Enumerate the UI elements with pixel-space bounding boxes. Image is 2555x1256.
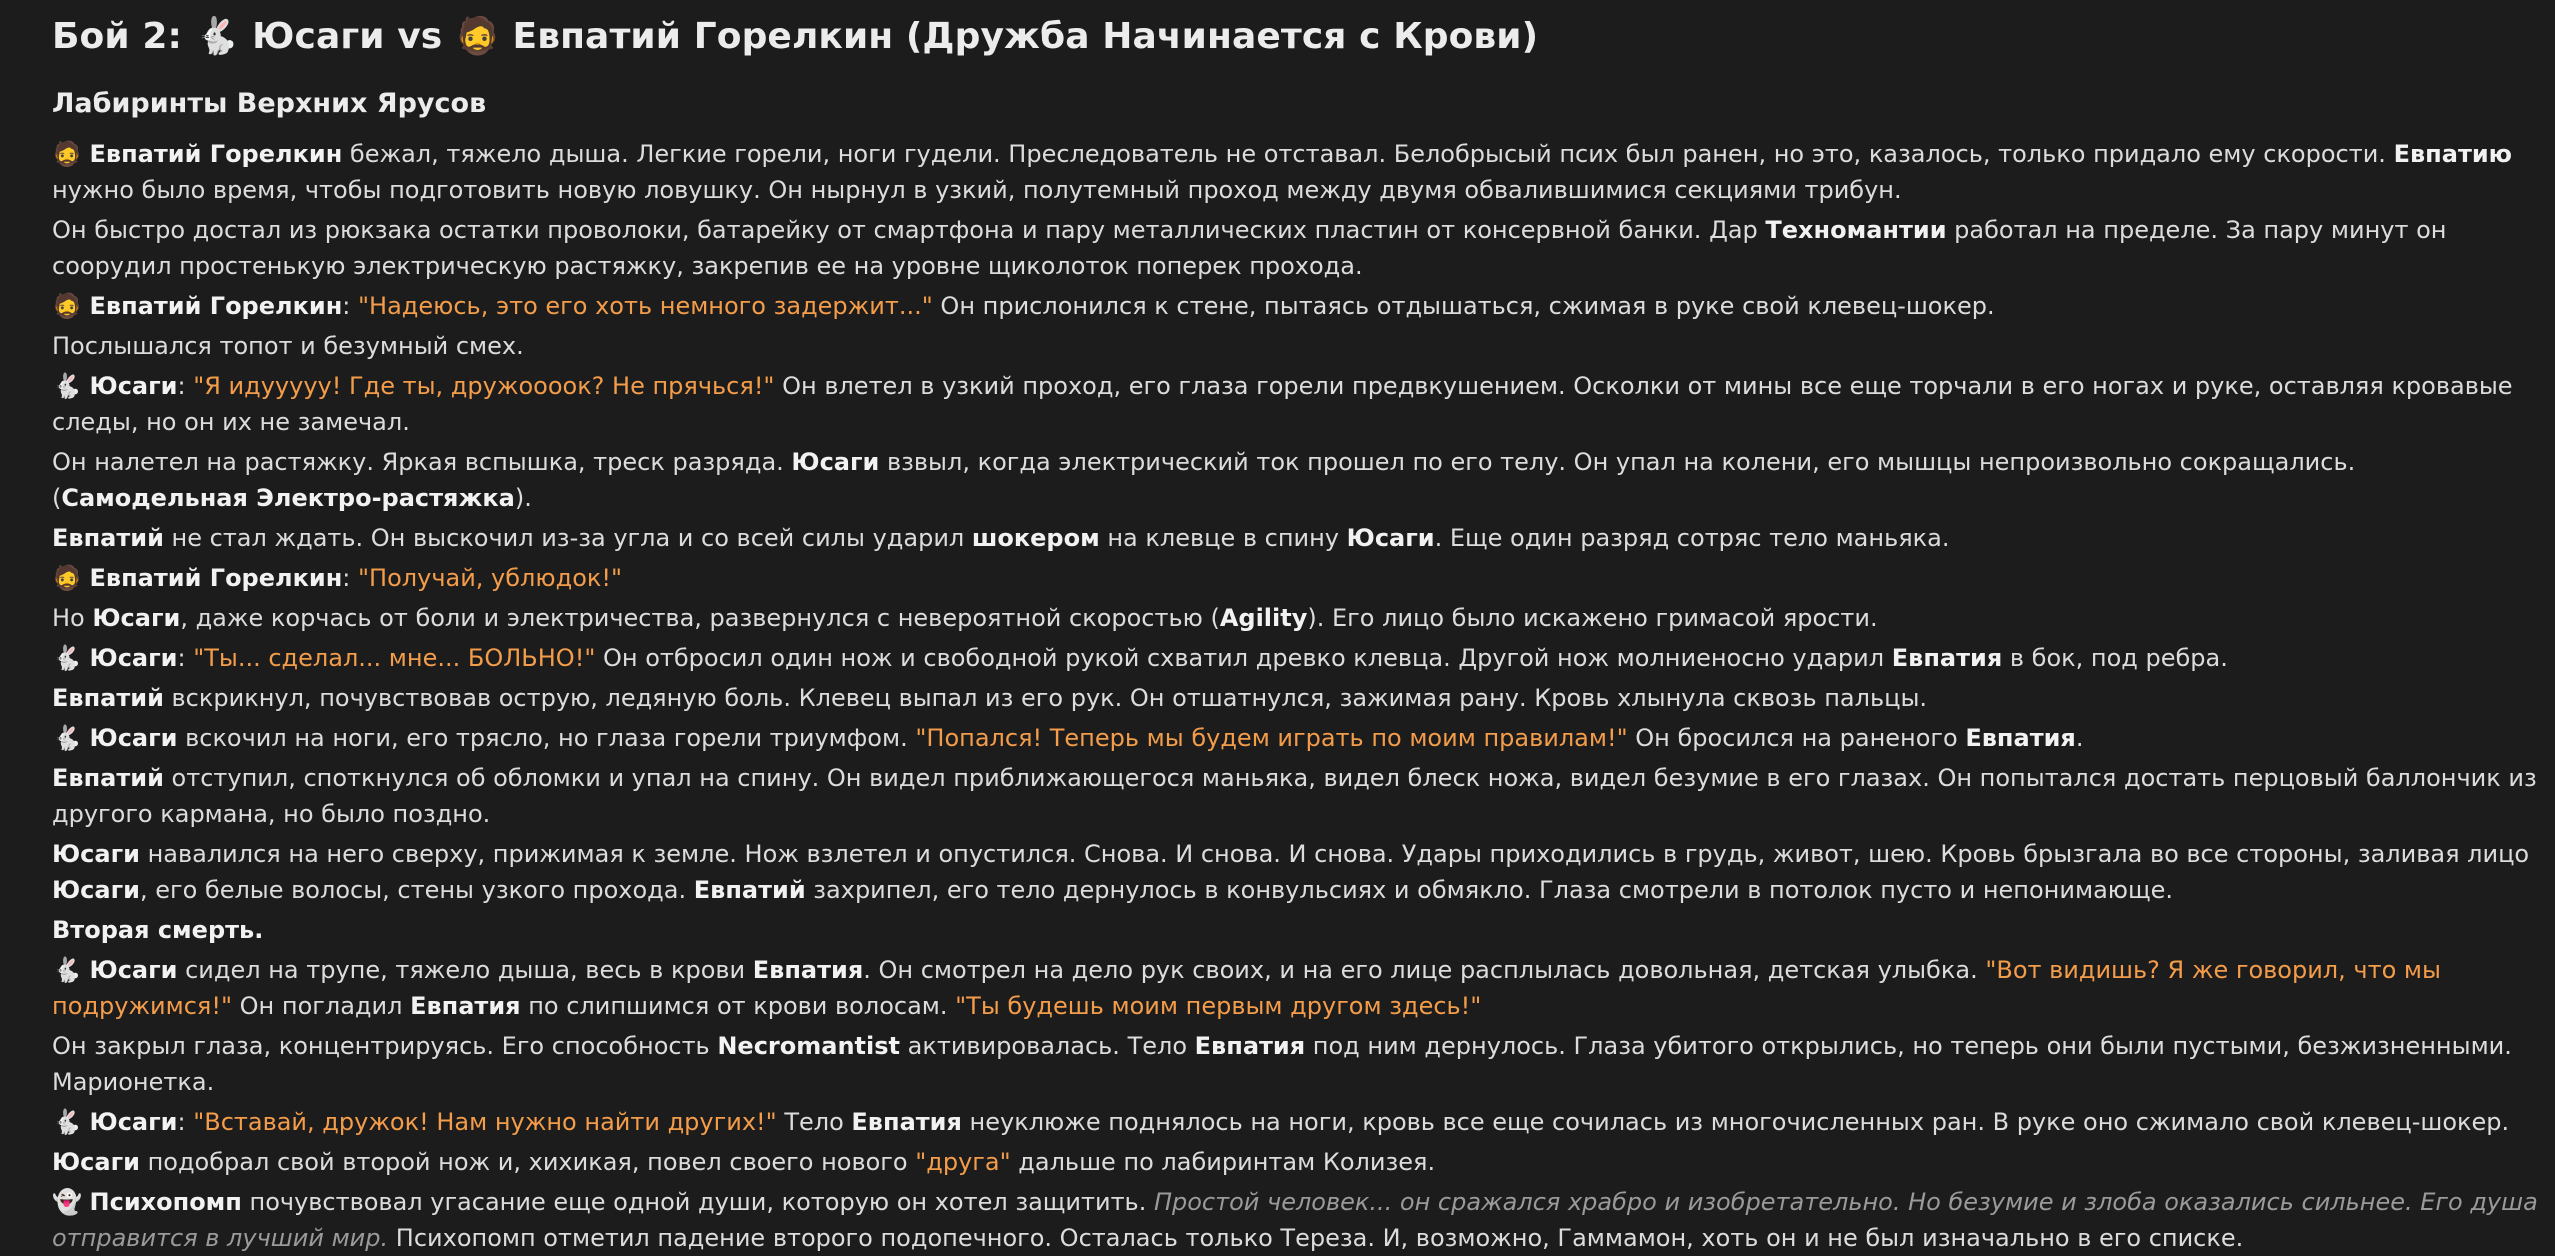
character-name: Евпатий xyxy=(52,524,164,552)
text-run: активировалась. Тело xyxy=(900,1032,1195,1060)
character-name: Agility xyxy=(1219,604,1308,632)
text-run: не стал ждать. Он выскочил из-за угла и со всей силы ударил xyxy=(163,524,972,552)
text-run: 🧔 xyxy=(52,140,90,168)
character-name: Necromantist xyxy=(717,1032,900,1060)
character-name: Юсаги xyxy=(89,644,178,672)
quote-text: "Ты будешь моим первым другом здесь!" xyxy=(955,992,1482,1020)
quote-text: "друга" xyxy=(915,1148,1011,1176)
text-run: в бок, под ребра. xyxy=(2002,644,2228,672)
text-run: : xyxy=(342,292,358,320)
text-run: работал на пределе. За пару минут он соорудил простенькую электрическую растяжку, закрепив ее на уровне щиколоток поперек прохода. xyxy=(52,216,2447,280)
story-paragraph xyxy=(52,560,2543,596)
text-run: Он налетел на растяжку. Яркая вспышка, треск разряда. xyxy=(52,448,792,476)
text-run: захрипел, его тело дернулось в конвульсиях и обмякло. Глаза смотрели в потолок пусто и непонимающе. xyxy=(805,876,2173,904)
quote-text: "Я идууууу! Где ты, дружоооок? Не прячься!" xyxy=(193,372,775,400)
character-name: Техномантии xyxy=(1765,216,1947,244)
character-name: Евпатию xyxy=(2393,140,2512,168)
text-run: 👻 xyxy=(52,1188,90,1216)
character-name: Евпатий xyxy=(52,764,164,792)
character-name: Юсаги xyxy=(52,876,140,904)
text-run: Он влетел в узкий проход, его глаза горели предвкушением. Осколки от мины все еще торчали в его ногах и руке, оставляя кровавые следы, но он их не замечал. xyxy=(52,372,2513,436)
text-run: отступил, споткнулся об обломки и упал на спину. Он видел приближающегося маньяка, видел блеск ножа, видел безумие в его глазах. Он попытался достать перцовый баллончик из другого кармана, но было поздно. xyxy=(52,764,2537,828)
story-paragraph xyxy=(52,912,2543,948)
quote-text: "Надеюсь, это его хоть немного задержит..." xyxy=(358,292,933,320)
text-run: подобрал свой второй нож и, хихикая, повел своего нового xyxy=(139,1148,916,1176)
character-name: Евпатий Горелкин xyxy=(89,292,343,320)
character-name: Евпатий Горелкин xyxy=(89,564,343,592)
text-run: : xyxy=(342,564,358,592)
text-run: ). Его лицо было искажено гримасой ярости. xyxy=(1307,604,1878,632)
quote-text: "Ты... сделал... мне... БОЛЬНО!" xyxy=(193,644,596,672)
text-run: 🐇 xyxy=(52,372,90,400)
text-run: неуклюже поднялось на ноги, кровь все еще сочилась из многочисленных ран. В руке оно сжимало свой клевец-шокер. xyxy=(961,1108,2510,1136)
story-paragraph xyxy=(52,368,2543,440)
story-paragraph xyxy=(52,1144,2543,1180)
text-run: 🐇 xyxy=(52,1108,90,1136)
character-name: Юсаги xyxy=(1346,524,1435,552)
story-paragraph xyxy=(52,836,2543,908)
character-name: Юсаги xyxy=(791,448,880,476)
text-run: 🧔 xyxy=(52,564,90,592)
text-run: бежал, тяжело дыша. Легкие горели, ноги гудели. Преследователь не отставал. Белобрысый псих был ранен, но это, казалось, только придало ему скорости. xyxy=(342,140,2394,168)
character-name: Евпатия xyxy=(752,956,864,984)
story-paragraph xyxy=(52,520,2543,556)
text-run: . Еще один разряд сотряс тело маньяка. xyxy=(1434,524,1950,552)
character-name: Евпатий Горелкин xyxy=(89,140,343,168)
text-run: по слипшимся от крови волосам. xyxy=(520,992,956,1020)
character-name: Вторая смерть. xyxy=(52,916,264,944)
text-run: нужно было время, чтобы подготовить новую ловушку. Он нырнул в узкий, полутемный проход между двумя обвалившимися секциями трибун. xyxy=(52,176,1902,204)
quote-text: "Вот видишь? Я же говорил, что мы подружимся!" xyxy=(52,956,2441,1020)
story-paragraph xyxy=(52,1028,2543,1100)
character-name: Евпатий xyxy=(52,684,164,712)
character-name: Евпатия xyxy=(851,1108,962,1136)
text-run: , даже корчась от боли и электричества, развернулся с невероятной скоростью ( xyxy=(180,604,1220,632)
character-name: Юсаги xyxy=(89,372,178,400)
text-run: навалился на него сверху, прижимая к земле. Нож взлетел и опустился. Снова. И снова. И снова. Удары приходились в грудь, живот, шею. Кровь брызгала во все стороны, заливая лицо xyxy=(139,840,2530,868)
story-paragraph xyxy=(52,760,2543,832)
text-run: . Он смотрел на дело рук своих, и на его лице расплылась довольная, детская улыбка. xyxy=(863,956,1986,984)
story-paragraph xyxy=(52,288,2543,324)
character-name: Евпатия xyxy=(1965,724,2076,752)
character-name: Евпатия xyxy=(410,992,521,1020)
story-body xyxy=(52,136,2543,1256)
text-run: : xyxy=(177,644,194,672)
text-run: Он прислонился к стене, пытаясь отдышаться, сжимая в руке свой клевец-шокер. xyxy=(932,292,1995,320)
character-name: Юсаги xyxy=(52,840,140,868)
story-paragraph xyxy=(52,136,2543,208)
text-run: ). xyxy=(514,484,532,512)
page-title: Бой 2: 🐇 Юсаги vs 🧔 Евпатий Горелкин (Дружба Начинается с Крови) xyxy=(52,16,1539,57)
text-run: Он отбросил один нож и свободной рукой схватил древко клевца. Другой нож молниеносно ударил xyxy=(595,644,1892,672)
text-run: вскочил на ноги, его трясло, но глаза горели триумфом. xyxy=(177,724,916,752)
character-name: Евпатий xyxy=(693,876,806,904)
character-name: Юсаги xyxy=(89,1108,178,1136)
text-run: 🐇 xyxy=(52,644,90,672)
quote-text: "Получай, ублюдок!" xyxy=(358,564,623,592)
text-run: : xyxy=(177,1108,194,1136)
text-run: Но xyxy=(52,604,93,632)
text-run: Послышался топот и безумный смех. xyxy=(52,332,524,360)
story-paragraph xyxy=(52,720,2543,756)
italic-thought: Простой человек... он сражался храбро и изобретательно. Но безумие и злоба оказались сильнее. Его душа отправится в лучший мир. xyxy=(52,1188,2538,1252)
story-paragraph xyxy=(52,600,2543,636)
text-run: Он погладил xyxy=(232,992,411,1020)
character-name: Евпатия xyxy=(1194,1032,1306,1060)
character-name: Психопомп xyxy=(89,1188,242,1216)
text-run: дальше по лабиринтам Колизея. xyxy=(1010,1148,1436,1176)
story-paragraph xyxy=(52,952,2543,1024)
story-paragraph xyxy=(52,1184,2543,1256)
section-subtitle: Лабиринты Верхних Ярусов xyxy=(52,88,487,119)
text-run: 🧔 xyxy=(52,292,90,320)
character-name: Юсаги xyxy=(89,956,178,984)
text-run: 🐇 xyxy=(52,724,90,752)
story-paragraph xyxy=(52,212,2543,284)
quote-text: "Попался! Теперь мы будем играть по моим правилам!" xyxy=(915,724,1628,752)
text-run: Тело xyxy=(776,1108,852,1136)
text-run: сидел на трупе, тяжело дыша, весь в крови xyxy=(177,956,753,984)
text-run: Он быстро достал из рюкзака остатки проволоки, батарейку от смартфона и пару металлических пластин от консервной банки. Дар xyxy=(52,216,1766,244)
quote-text: "Вставай, дружок! Нам нужно найти других!" xyxy=(193,1108,777,1136)
text-run: . xyxy=(2075,724,2084,752)
text-run: , его белые волосы, стены узкого прохода. xyxy=(139,876,694,904)
character-name: Самодельная Электро-растяжка xyxy=(61,484,515,512)
text-run: на клевце в спину xyxy=(1099,524,1347,552)
text-run: Он закрыл глаза, концентрируясь. Его способность xyxy=(52,1032,718,1060)
story-paragraph xyxy=(52,328,2543,364)
text-run: Психопомп отметил падение второго подопечного. Осталась только Тереза. И, возможно, Гаммамон, хоть он и не был изначально в его списке. xyxy=(388,1224,2244,1252)
story-paragraph xyxy=(52,640,2543,676)
story-paragraph xyxy=(52,1104,2543,1140)
story-paragraph xyxy=(52,444,2543,516)
character-name: Евпатия xyxy=(1891,644,2003,672)
text-run: : xyxy=(177,372,194,400)
text-run: Он бросился на раненого xyxy=(1627,724,1966,752)
text-run: под ним дернулось. Глаза убитого открылись, но теперь они были пустыми, безжизненными. Марионетка. xyxy=(52,1032,2512,1096)
text-run: 🐇 xyxy=(52,956,90,984)
character-name: Юсаги xyxy=(89,724,178,752)
text-run: вскрикнул, почувствовав острую, ледяную боль. Клевец выпал из его рук. Он отшатнулся, зажимая рану. Кровь хлынула сквозь пальцы. xyxy=(163,684,1928,712)
text-run: почувствовал угасание еще одной души, которую он хотел защитить. xyxy=(241,1188,1154,1216)
character-name: Юсаги xyxy=(92,604,181,632)
text-run: взвыл, когда электрический ток прошел по его телу. Он упал на колени, его мышцы непроизвольно сокращались. ( xyxy=(52,448,2356,512)
character-name: Юсаги xyxy=(52,1148,140,1176)
character-name: шокером xyxy=(971,524,1100,552)
story-paragraph xyxy=(52,680,2543,716)
